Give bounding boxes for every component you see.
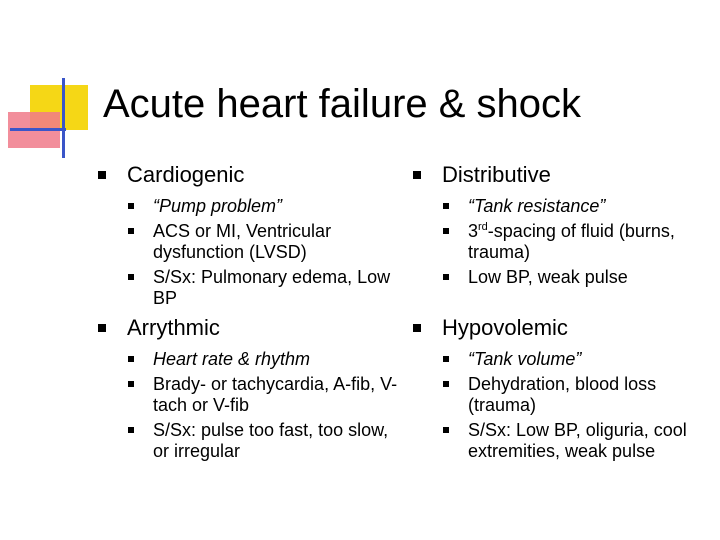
sub-bullet-text: “Tank volume”	[468, 349, 582, 369]
square-bullet-icon	[413, 171, 421, 179]
heading-distributive: Distributive	[442, 162, 551, 187]
square-bullet-icon	[128, 274, 134, 280]
ordinal-rest: -spacing of fluid (burns, trauma)	[468, 221, 675, 262]
square-bullet-icon	[443, 228, 449, 234]
sub-bullet	[413, 374, 713, 416]
sub-bullet	[413, 349, 713, 370]
sub-bullet	[413, 221, 713, 263]
ordinal-suffix: rd	[478, 221, 488, 233]
sub-bullet	[413, 420, 713, 462]
sub-bullet	[98, 267, 398, 309]
bullet-hypovolemic	[413, 315, 713, 341]
square-bullet-icon	[98, 171, 106, 179]
sub-bullet-text	[468, 221, 675, 262]
sub-bullet	[98, 374, 398, 416]
cardiogenic-group	[98, 162, 398, 309]
square-bullet-icon	[128, 228, 134, 234]
decorative-logo	[0, 0, 110, 170]
sub-bullet-text: “Pump problem”	[153, 196, 283, 216]
heading-arrythmic: Arrythmic	[127, 315, 220, 340]
distributive-group	[413, 162, 713, 288]
square-bullet-icon	[413, 324, 421, 332]
sub-bullet-text: S/Sx: Pulmonary edema, Low BP	[153, 267, 391, 308]
sub-bullet	[98, 349, 398, 370]
square-bullet-icon	[443, 381, 449, 387]
sub-bullet	[98, 221, 398, 263]
right-column	[413, 162, 713, 468]
logo-blue-vertical	[62, 78, 65, 158]
sub-bullet-text: ACS or MI, Ventricular dysfunction (LVSD)	[153, 221, 332, 262]
sub-bullet	[98, 196, 398, 217]
ordinal-number: 3	[468, 221, 479, 241]
sub-bullet	[413, 196, 713, 217]
square-bullet-icon	[128, 203, 134, 209]
square-bullet-icon	[128, 427, 134, 433]
sub-bullet-text: Dehydration, blood loss (trauma)	[468, 374, 657, 415]
square-bullet-icon	[98, 324, 106, 332]
heading-cardiogenic: Cardiogenic	[127, 162, 245, 187]
sub-bullet-text: S/Sx: Low BP, oliguria, cool extremities, weak pulse	[468, 420, 687, 461]
sub-bullet	[413, 267, 713, 288]
bullet-arrythmic	[98, 315, 398, 341]
bullet-cardiogenic	[98, 162, 398, 188]
sub-bullet-text: Low BP, weak pulse	[468, 267, 628, 287]
heading-hypovolemic: Hypovolemic	[442, 315, 568, 340]
square-bullet-icon	[128, 381, 134, 387]
square-bullet-icon	[443, 274, 449, 280]
sub-bullet-text: S/Sx: pulse too fast, too slow, or irregular	[153, 420, 389, 461]
square-bullet-icon	[128, 356, 134, 362]
left-column	[98, 162, 398, 468]
slide-title: Acute heart failure & shock	[103, 82, 582, 126]
arrythmic-group	[98, 315, 398, 462]
bullet-distributive	[413, 162, 713, 188]
sub-bullet-text: Heart rate & rhythm	[153, 349, 311, 369]
sub-bullet-text: Brady- or tachycardia, A-fib, V-tach or V-fib	[153, 374, 398, 415]
sub-bullet	[98, 420, 398, 462]
sub-bullet-text: “Tank resistance”	[468, 196, 606, 216]
hypovolemic-group	[413, 315, 713, 462]
square-bullet-icon	[443, 356, 449, 362]
logo-blue-horizontal	[10, 128, 66, 131]
square-bullet-icon	[443, 203, 449, 209]
square-bullet-icon	[443, 427, 449, 433]
